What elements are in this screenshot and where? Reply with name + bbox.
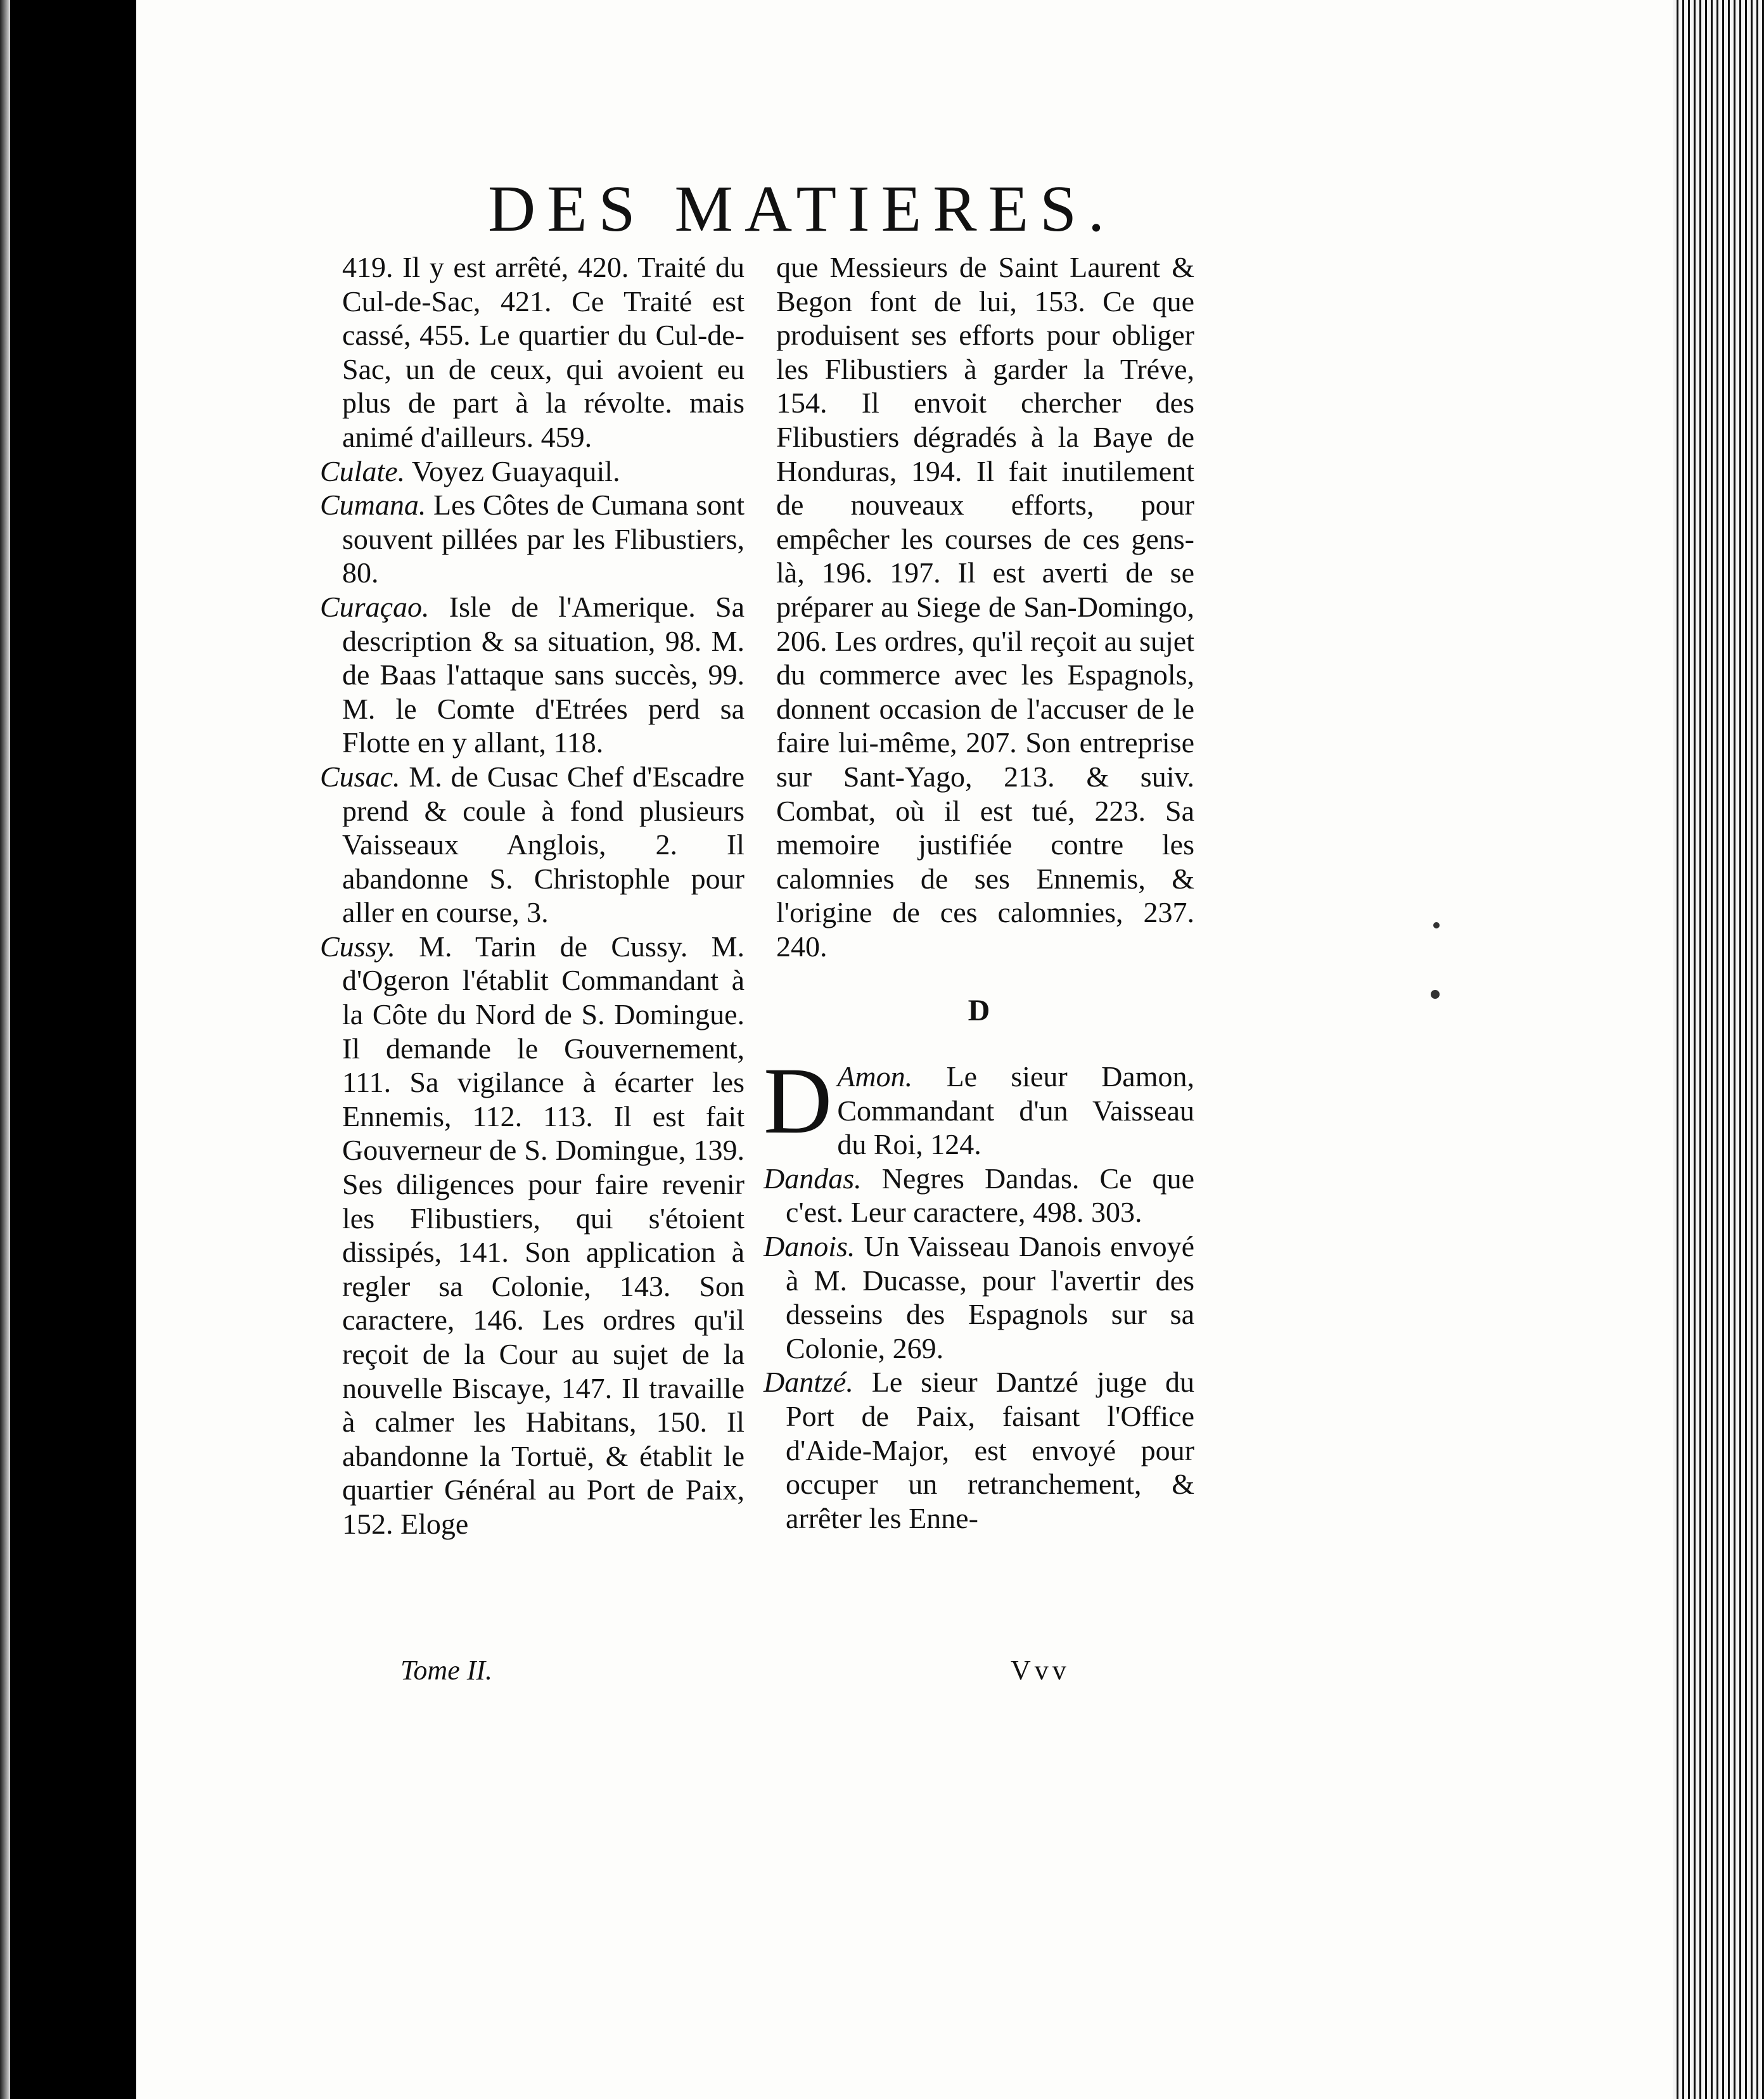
continued-entry-text: 419. Il y est arrêté, 420. Traité du Cul-de-Sac, 421. Ce Traité est cassé, 455. Le quartier du Cul-de-Sac, un de ceux, qui avoient eu plus de part à la révolte. mais animé d'ailleurs. 459.	[342, 251, 745, 453]
letter-section-heading: D	[968, 994, 990, 1028]
running-head: DES MATIERES.	[488, 172, 1116, 245]
index-entry	[320, 930, 745, 1541]
entry-headword: Dantzé.	[764, 1366, 853, 1399]
entry-headword: Cusac.	[320, 760, 400, 793]
book-gutter-left	[0, 0, 10, 2099]
entry-text: Le sieur Damon, Commandant d'un Vaisseau du Roi, 124.	[837, 1060, 1194, 1161]
drop-cap-letter: D	[764, 1048, 833, 1154]
entry-text: M. Tarin de Cussy. M. d'Ogeron l'établit Commandant à la Côte du Nord de S. Domingue. Il demande le Gouvernement, 111. Sa vigilance à écarter les Ennemis, 112. 113. Il est fait Gouverneur de S. Domingue, 139. Ses diligences pour faire revenir les Flibustiers, qui s'étoient dissipés, 141. Son application à regler sa Colonie, 143. Son caractere, 146. Les ordres qu'il reçoit de la Cour au sujet de la nouvelle Biscaye, 147. Il travaille à calmer les Habitans, 150. Il abandonne la Tortuë, & établit le quartier Général au Port de Paix, 152. Eloge	[342, 930, 745, 1540]
continued-entry-text: que Messieurs de Saint Laurent & Begon font de lui, 153. Ce que produisent ses efforts pour obliger les Flibustiers à garder la Tréve, 154. Il envoit chercher des Flibustiers dégradés à la Baye de Honduras, 194. Il fait inutilement de nouveaux efforts, pour empêcher les courses de ces gens-là, 196. 197. Il est averti de se préparer au Siege de San-Domingo, 206. Les ordres, qu'il reçoit au sujet du commerce avec les Espagnols, donnent occasion de l'accuser de le faire lui-même, 207. Son entreprise sur Sant-Yago, 213. & suiv. Combat, où il est tué, 223. Sa memoire justifiée contre les calomnies de ses Ennemis, & l'origine de ces calomnies, 237. 240.	[776, 251, 1194, 963]
page-speck	[1433, 922, 1440, 928]
page-stack-edge	[1673, 0, 1764, 2099]
index-entry	[320, 760, 745, 930]
index-entry	[764, 1229, 1194, 1365]
tome-label: Tome II.	[400, 1655, 493, 1686]
entry-text: Negres Dandas. Ce que c'est. Leur caractere, 498. 303.	[786, 1162, 1194, 1229]
entry-headword: Dandas.	[764, 1162, 862, 1195]
index-entry	[320, 590, 745, 760]
entry-text: Voyez Guayaquil.	[411, 454, 620, 487]
entry-headword: Curaçao.	[320, 590, 430, 623]
index-entry	[320, 454, 745, 489]
index-entry	[764, 1048, 1194, 1162]
entry-text: Le sieur Dantzé juge du Port de Paix, faisant l'Office d'Aide-Major, est envoyé pour occuper un retranchement, & arrêter les Enne-	[786, 1366, 1195, 1534]
entry-text: M. de Cusac Chef d'Escadre prend & coule à fond plusieurs Vaisseaux Anglois, 2. Il abandonne S. Christophle pour aller en course, 3.	[342, 760, 745, 929]
entry-headword: Cumana.	[320, 489, 426, 522]
index-column-right	[764, 250, 1194, 1535]
page-speck	[1431, 990, 1440, 999]
entry-headword: Cussy.	[320, 930, 395, 963]
entry-text: Les Côtes de Cumana sont souvent pillées par les Flibustiers, 80.	[342, 489, 745, 589]
index-column-left	[320, 250, 745, 1541]
entry-headword: Danois.	[764, 1230, 855, 1263]
entry-text: Un Vaisseau Danois envoyé à M. Ducasse, pour l'avertir des desseins des Espagnols sur sa Colonie, 269.	[786, 1230, 1195, 1364]
entry-headword: Culate.	[320, 454, 406, 487]
index-entry	[764, 1365, 1194, 1535]
index-entry	[764, 1162, 1194, 1229]
entry-text: Isle de l'Amerique. Sa description & sa situation, 98. M. de Baas l'attaque sans succès, 99. M. le Comte d'Etrées perd sa Flotte en y allant, 118.	[342, 590, 745, 759]
signature-mark: Vvv	[1011, 1655, 1070, 1686]
index-entry	[320, 488, 745, 590]
entry-headword: Amon.	[837, 1060, 913, 1093]
